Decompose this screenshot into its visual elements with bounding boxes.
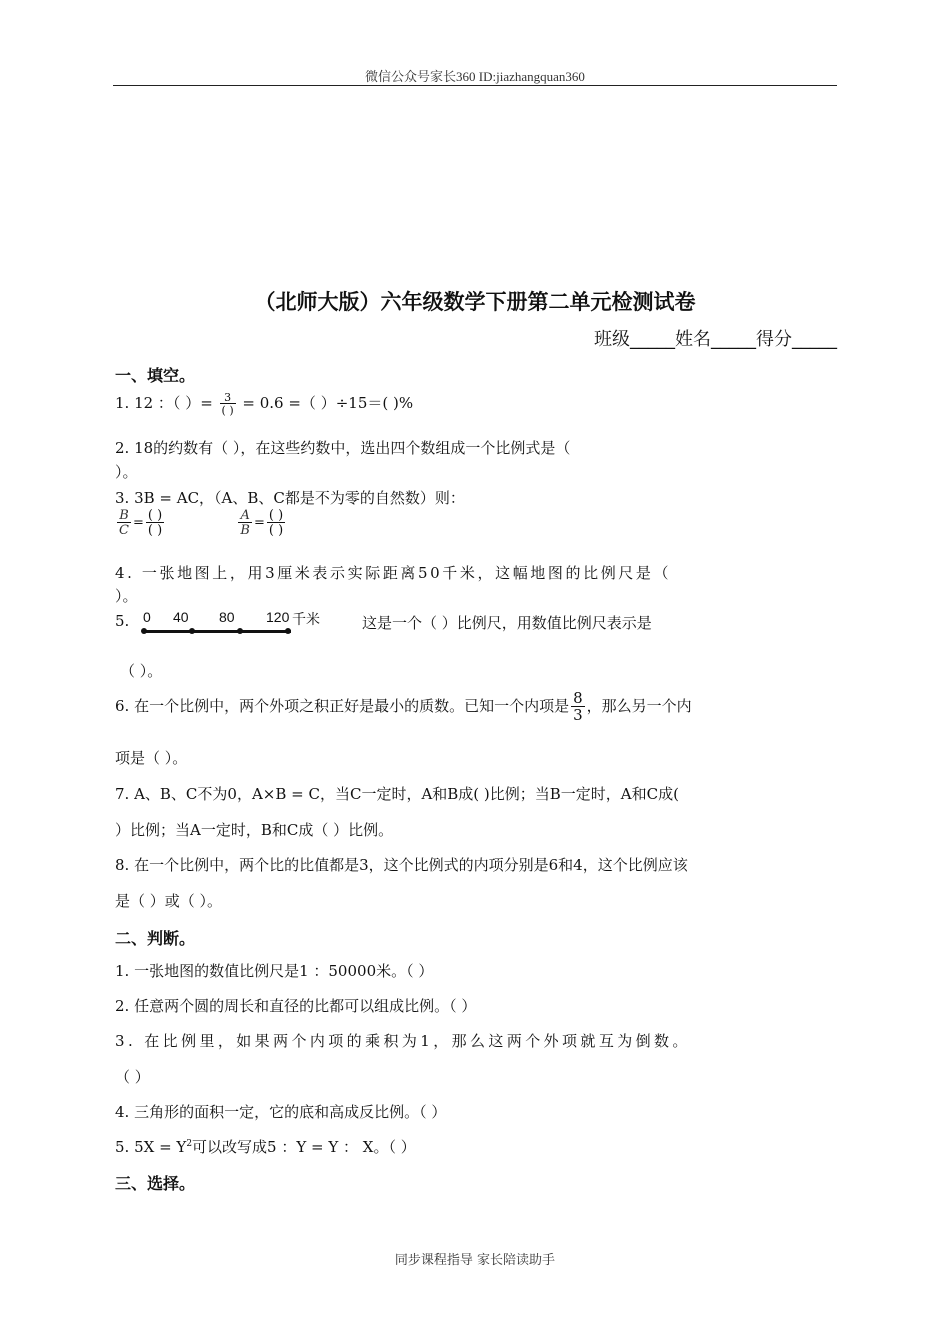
judge-q5-part-a: 5. 5X = Y: [115, 1138, 187, 1156]
fill-q3-fractions: [115, 509, 287, 537]
scale-tick: [237, 628, 243, 634]
fraction-blank-1: [146, 509, 164, 537]
fraction-denominator: C: [119, 523, 129, 538]
scale-tick: [141, 628, 147, 634]
scale-bar-line: [143, 630, 291, 633]
fill-q8-line2: 是（ ）或（ ）。: [115, 892, 223, 910]
fill-q6-line1: [115, 688, 692, 724]
fraction-denominator: ( ): [268, 523, 284, 538]
scale-label-120: 120: [266, 609, 290, 625]
fraction-denominator: 3: [573, 706, 583, 724]
score-label: 得分: [756, 329, 792, 350]
fraction-numerator: B: [119, 508, 129, 523]
name-blank: _____: [711, 329, 756, 350]
fill-q1-part-a: 1. 12 ：（ ）=: [115, 394, 218, 412]
section-judge-heading: 二、判断。: [115, 929, 196, 948]
fill-q6-part-a: 6. 在一个比例中，两个外项之积正好是最小的质数。已知一个内项是: [115, 697, 570, 715]
judge-q2: 2. 任意两个圆的周长和直径的比都可以组成比例。（ ）: [115, 997, 477, 1015]
fill-q7-line1: 7. A、B、C不为0，A×B = C，当C一定时，A和B成( )比例；当B一定时，A和C成(: [115, 785, 679, 803]
fill-q1-part-b: = 0.6 =（ ）÷15＝( )%: [237, 394, 414, 412]
score-blank: _____: [792, 329, 837, 350]
fill-q6-fraction: [571, 691, 585, 723]
fill-q4-line2: ）。: [115, 587, 138, 605]
judge-q5-part-b: 可以改写成5 ：Y = Y ： X。（ ）: [192, 1138, 416, 1156]
fill-q3-line1: 3. 3B = AC，（A、B、C都是不为零的自然数）则：: [115, 489, 465, 507]
fraction-denominator: ( ): [221, 404, 234, 417]
fill-q1-fraction: [220, 392, 236, 416]
header-divider: [113, 85, 837, 86]
judge-q3-line1: 3. 在比例里，如果两个内项的乘积为1，那么这两个外项就互为倒数。: [115, 1032, 691, 1050]
section-fill-heading: 一、填空。: [115, 366, 196, 385]
student-info: [594, 325, 837, 351]
fraction-numerator: 8: [573, 689, 583, 707]
name-label: 姓名: [675, 329, 711, 350]
section-choose-heading: 三、选择。: [115, 1174, 196, 1193]
fraction-b-over-c: [117, 509, 131, 537]
fraction-denominator: ( ): [147, 523, 163, 538]
scale-tick: [285, 628, 291, 634]
page-header: 微信公众号家长360 ID:jiazhangquan360: [365, 69, 585, 84]
exponent: 2: [186, 1139, 193, 1149]
fraction-denominator: B: [240, 523, 250, 538]
class-blank: _____: [630, 329, 675, 350]
fill-q6-line2: 项是（ ）。: [115, 749, 188, 767]
fill-q7-line2: ）比例；当A一定时，B和C成（ ）比例。: [115, 821, 394, 839]
scale-unit: 千米: [292, 612, 320, 628]
fraction-numerator: A: [240, 508, 250, 523]
judge-q5: [115, 1136, 416, 1157]
judge-q1: 1. 一张地图的数值比例尺是1 ：50000米。（ ）: [115, 962, 434, 980]
page-footer: 同步课程指导 家长陪读助手: [394, 1253, 556, 1268]
equals-sign: =: [132, 515, 144, 531]
fill-q2-line2: ）。: [115, 463, 138, 481]
fraction-numerator: 3: [224, 391, 232, 404]
judge-q4: [115, 1101, 446, 1122]
scale-label-80: 80: [219, 609, 235, 625]
fraction-a-over-b: [238, 509, 252, 537]
fraction-blank-2: [267, 509, 285, 537]
fill-q1: [115, 392, 413, 416]
fill-q4-line1: 4. 一张地图上，用3厘米表示实际距离50千米，这幅地图的比例尺是（: [115, 564, 672, 582]
fraction-numerator: ( ): [268, 508, 284, 523]
fill-q5-number: 5.: [115, 612, 130, 630]
judge-q4-text: 4. 三角形的面积一定，它的底和高成反比例。（ ）: [115, 1103, 447, 1121]
fill-q6-part-b: ，那么另一个内: [586, 697, 692, 715]
fill-q5-line2: （ ）。: [120, 662, 163, 680]
fill-q5-text: 这是一个（ ）比例尺，用数值比例尺表示是: [362, 614, 652, 632]
fill-q2-line1: 2. 18的约数有（ ），在这些约数中，选出四个数组成一个比例式是（: [115, 439, 571, 457]
class-label: 班级: [594, 329, 630, 350]
judge-q3-line2: （ ）: [115, 1068, 150, 1086]
fraction-numerator: ( ): [147, 508, 163, 523]
scale-tick: [189, 628, 195, 634]
scale-label-0: 0: [143, 609, 151, 625]
page-title: （北师大版）六年级数学下册第二单元检测试卷: [254, 290, 696, 314]
scale-label-40: 40: [173, 609, 189, 625]
fill-q8-line1: 8. 在一个比例中，两个比的比值都是3，这个比例式的内项分别是6和4，这个比例应该: [115, 856, 688, 874]
equals-sign: =: [253, 515, 265, 531]
